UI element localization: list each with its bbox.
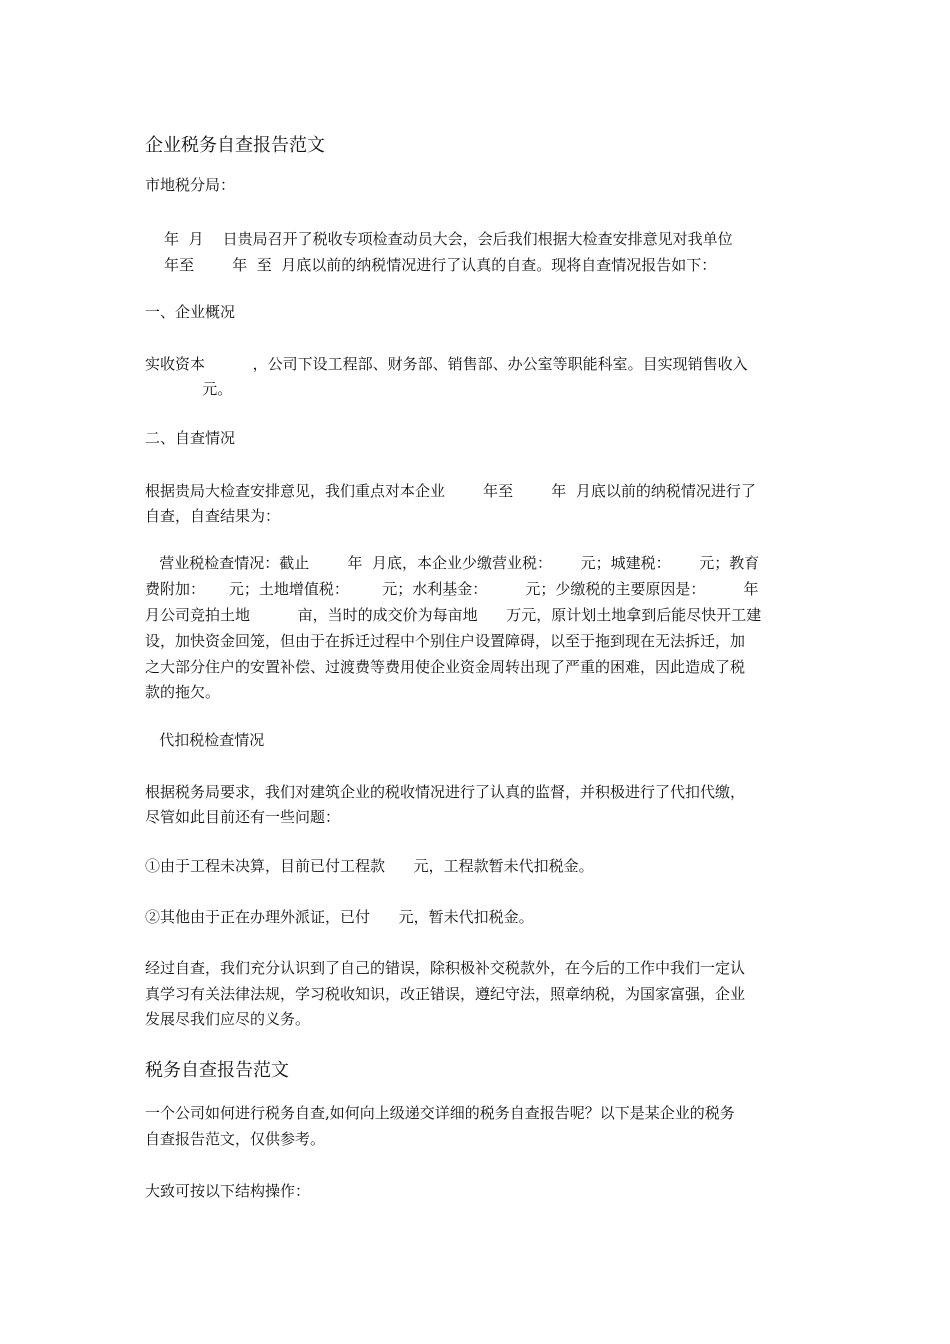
structure-note: 大致可按以下结构操作： bbox=[145, 1182, 311, 1200]
withholding-line-2: 尽管如此目前还有一些问题： bbox=[145, 808, 341, 826]
second-title: 税务自查报告范文 bbox=[145, 1060, 289, 1081]
document-title: 企业税务自查报告范文 bbox=[145, 135, 325, 156]
section-heading-self-check: 二、自查情况 bbox=[145, 429, 236, 447]
business-tax-line-5: 之大部分住户的安置补偿、过渡费等费用使企业资金周转出现了严重的困难，因此造成了税 bbox=[145, 658, 746, 676]
business-tax-line-6: 款的拖欠。 bbox=[145, 683, 221, 701]
section-heading-overview: 一、企业概况 bbox=[145, 303, 236, 321]
conclusion-line-2: 真学习有关法律法规，学习税收知识，改正错误，遵纪守法，照章纳税，为国家富强，企业 bbox=[145, 985, 746, 1003]
issue-2: ②其他由于正在办理外派证，已付 元，暂未代扣税金。 bbox=[145, 908, 534, 926]
issue-1: ①由于工程未决算，目前已付工程款 元，工程款暂未代扣税金。 bbox=[145, 857, 594, 875]
business-tax-line-4: 设，加快资金回笼，但由于在拆迁过程中个别住户设置障碍，以至于拖到现在无法拆迁，加 bbox=[145, 632, 746, 650]
second-intro-line-2: 自查报告范文，仅供参考。 bbox=[145, 1130, 326, 1148]
overview-line-1: 实收资本 ，公司下设工程部、财务部、销售部、办公室等职能科室。目实现销售收入 bbox=[145, 355, 748, 373]
intro-line-1: 年 月 日贵局召开了税收专项检查动员大会，会后我们根据大检查安排意见对我单位 bbox=[145, 230, 733, 248]
overview-line-2: 元。 bbox=[145, 380, 233, 398]
business-tax-line-3: 月公司竞拍土地 亩，当时的成交价为每亩地 万元，原计划土地拿到后能尽快开工建 bbox=[145, 606, 762, 624]
conclusion-line-1: 经过自查，我们充分认识到了自己的错误，除积极补交税款外，在今后的工作中我们一定认 bbox=[145, 959, 746, 977]
self-check-line-2: 自查，自查结果为： bbox=[145, 507, 281, 525]
business-tax-line-2: 费附加： 元；土地增值税： 元；水利基金： 元；少缴税的主要原因是： 年 bbox=[145, 580, 759, 598]
self-check-line-1: 根据贵局大检查安排意见，我们重点对本企业 年至 年 月底以前的纳税情况进行了 bbox=[145, 482, 756, 500]
withholding-heading: 代扣税检查情况 bbox=[145, 731, 265, 749]
withholding-line-1: 根据税务局要求，我们对建筑企业的税收情况进行了认真的监督，并积极进行了代扣代缴， bbox=[145, 783, 746, 801]
intro-line-2: 年至 年 至 月底以前的纳税情况进行了认真的自查。现将自查情况报告如下： bbox=[145, 256, 717, 274]
salutation: 市地税分局： bbox=[145, 176, 236, 194]
second-intro-line-1: 一个公司如何进行税务自查,如何向上级递交详细的税务自查报告呢？以下是某企业的税务 bbox=[145, 1104, 735, 1122]
conclusion-line-3: 发展尽我们应尽的义务。 bbox=[145, 1010, 311, 1028]
business-tax-line-1: 营业税检查情况：截止 年 月底，本企业少缴营业税： 元；城建税： 元；教育 bbox=[145, 554, 760, 572]
